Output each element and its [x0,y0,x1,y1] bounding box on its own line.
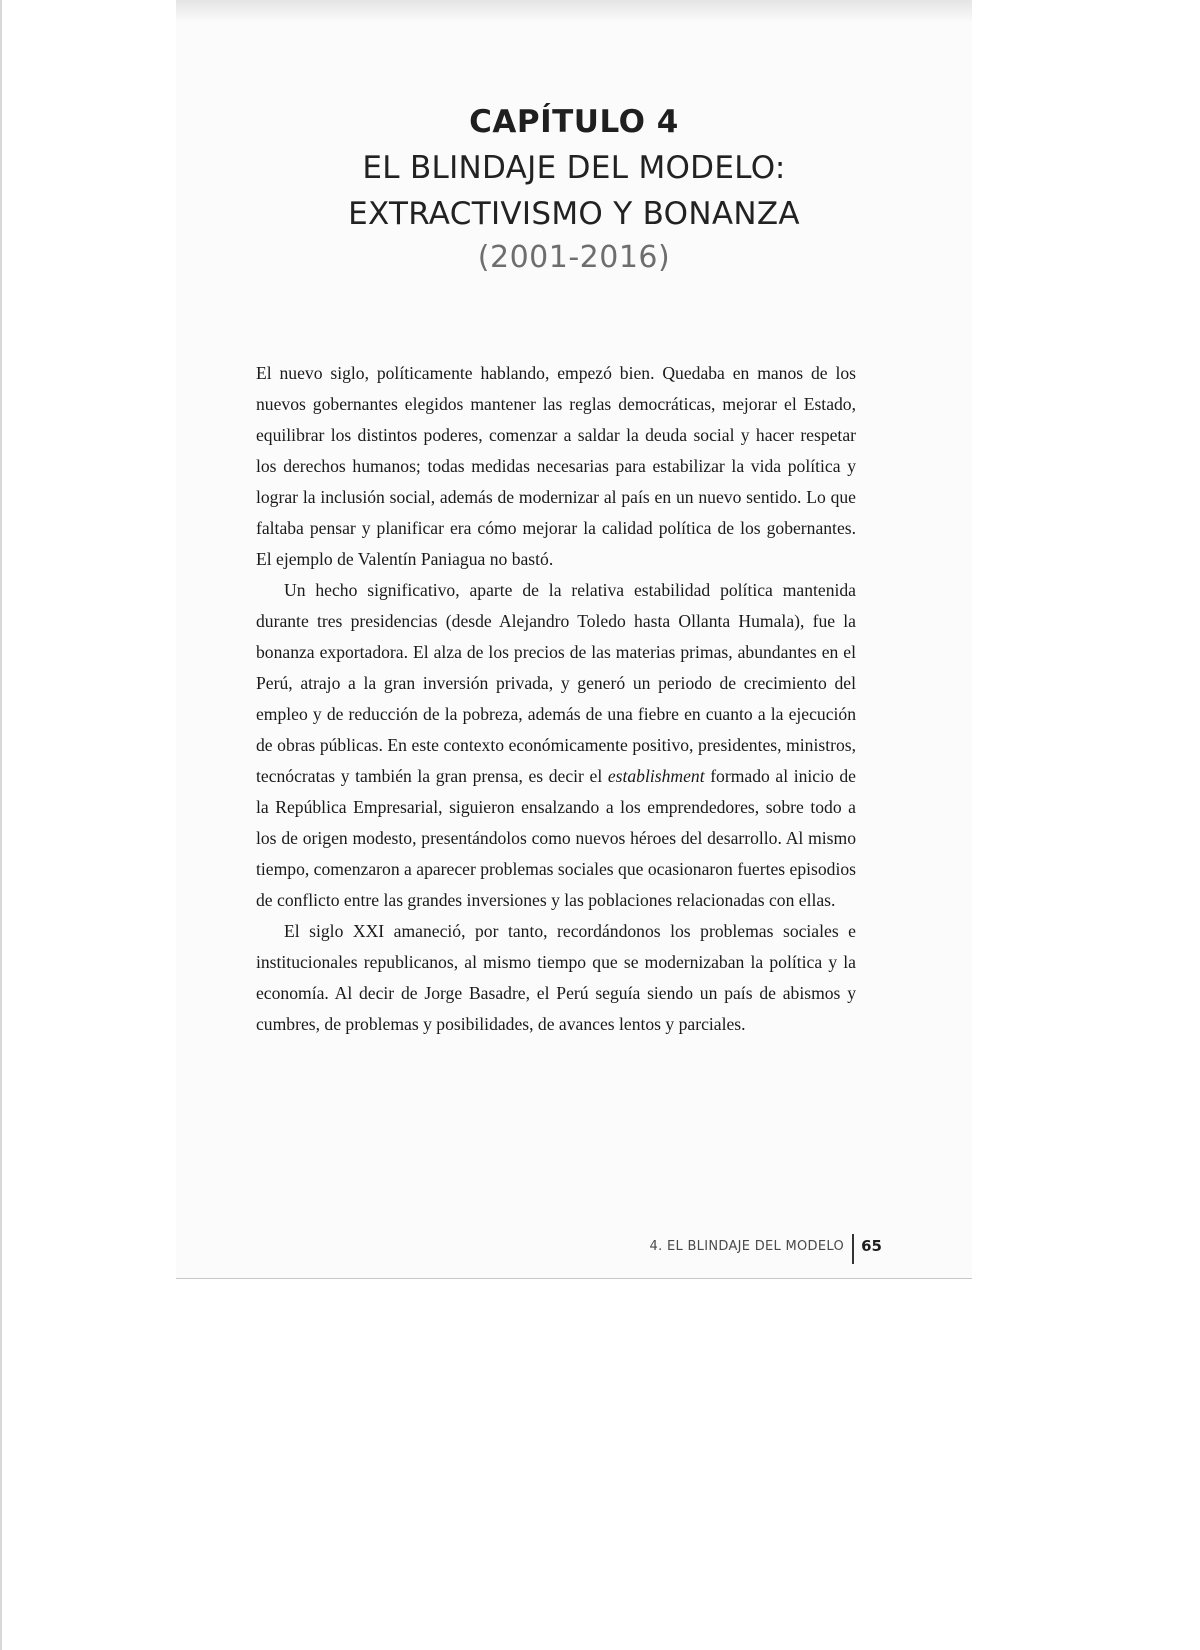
page-footer [176,1234,882,1264]
page-number: 65 [861,1237,882,1255]
book-page [176,0,972,1279]
body-text [256,358,856,1040]
paragraph-2-text-after: formado al inicio de la República Empresarial, siguieron ensalzando a los emprendedores, sobre todo a los de origen modesto, presentándolos como nuevos héroes del desarrollo. Al mismo tiempo, comenzaron a aparecer problemas sociales que ocasionaron fuertes episodios de conflicto entre las grandes inversiones y las poblaciones relacionadas con ellas. [256,766,856,910]
scan-shadow [176,0,972,22]
footer-divider [852,1234,854,1264]
paragraph-2-text-before: Un hecho significativo, aparte de la relativa estabilidad política mantenida durante tres presidencias (desde Alejandro Toledo hasta Ollanta Humala), fue la bonanza exportadora. El alza de los precios de las materias primas, abundantes en el Perú, atrajo a la gran inversión privada, y generó un periodo de crecimiento del empleo y de reducción de la pobreza, además de una fiebre en cuanto a la ejecución de obras públicas. En este contexto económicamente positivo, presidentes, ministros, tecnócratas y también la gran prensa, es decir el [256,580,856,786]
chapter-years: (2001-2016) [477,240,671,275]
chapter-title-line-2: EXTRACTIVISMO Y BONANZA [348,196,800,232]
paragraph-2-emphasis: establishment [607,766,705,786]
paragraph-2 [256,575,856,916]
chapter-label: CAPÍTULO 4 [469,104,679,140]
paragraph-3: El siglo XXI amaneció, por tanto, recordándonos los problemas sociales e institucionales republicanos, al mismo tiempo que se modernizaban la política y la economía. Al decir de Jorge Basadre, el Perú seguía siendo un país de abismos y cumbres, de problemas y posibilidades, de avances lentos y parciales. [256,921,856,1034]
running-head: 4. EL BLINDAJE DEL MODELO [649,1239,844,1254]
scan-edge [0,0,2,1650]
paragraph-1: El nuevo siglo, políticamente hablando, empezó bien. Quedaba en manos de los nuevos gobernantes elegidos mantener las reglas democráticas, mejorar el Estado, equilibrar los distintos poderes, comenzar a saldar la deuda social y hacer respetar los derechos humanos; todas medidas necesarias para estabilizar la vida política y lograr la inclusión social, además de modernizar al país en un nuevo sentido. Lo que faltaba pensar y planificar era cómo mejorar la calidad política de los gobernantes. El ejemplo de Valentín Paniagua no bastó. [256,363,856,569]
chapter-title-line-1: EL BLINDAJE DEL MODELO: [362,150,786,186]
